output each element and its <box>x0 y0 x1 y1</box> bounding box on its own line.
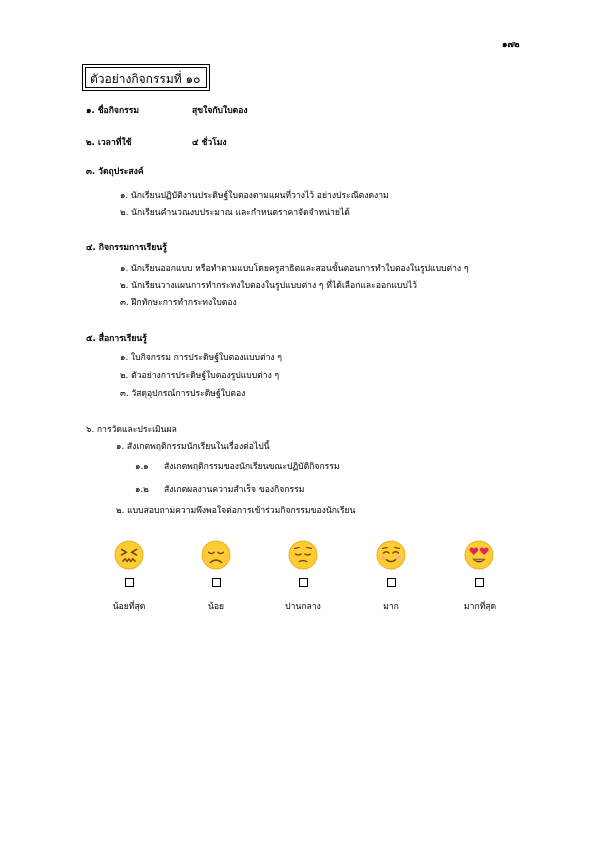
section-5-item: ๓. วัสดุอุปกรณ์การประดิษฐ์ใบตอง <box>120 389 246 399</box>
section-4-item: ๓. ฝึกทักษะการทำกระทงใบตอง <box>120 298 237 308</box>
section-4-item: ๑. นักเรียนออกแบบ หรือทำตามแบบโดยครูสาธิตและสอนขั้นตอนการทำใบตองในรูปแบบต่าง ๆ <box>120 264 469 274</box>
section-4-heading: ๔. กิจกรรมการเรียนรู้ <box>86 243 167 253</box>
rating-label: น้อย <box>207 602 225 612</box>
section-3-item: ๒. นักเรียนคำนวณงบประมาณ และกำหนดราคาจัดจำหน่ายได้ <box>120 208 350 218</box>
section-1-label: ๑. ชื่อกิจกรรม <box>86 106 140 116</box>
rating-checkbox[interactable] <box>125 578 134 587</box>
pensive-face-icon <box>288 540 318 570</box>
rating-label: มาก <box>383 602 399 612</box>
heart-eyes-face-icon <box>464 540 494 570</box>
section-2-label: ๒. เวลาที่ใช้ <box>86 138 132 148</box>
section-6-sub1-num: ๑.๑ <box>135 462 149 472</box>
section-6-sub1-num: ๑.๒ <box>135 485 149 495</box>
rating-label: มากที่สุด <box>463 602 497 612</box>
rating-checkbox[interactable] <box>387 578 396 587</box>
section-3-heading: ๓. วัตถุประสงค์ <box>86 167 144 177</box>
section-2-value: ๔ ชั่วโมง <box>192 138 227 148</box>
section-6-sub2: ๒. แบบสอบถามความพึงพอใจต่อการเข้าร่วมกิจกรรมของนักเรียน <box>116 506 356 516</box>
activity-title: ตัวอย่างกิจกรรมที่ ๑๐ <box>90 72 201 86</box>
section-5-heading: ๕. สื่อการเรียนรู้ <box>86 334 147 344</box>
section-6-sub1-text: สังเกตผลงานความสำเร็จ ของกิจกรรม <box>164 485 305 495</box>
disappointed-face-icon <box>201 540 231 570</box>
rating-checkbox[interactable] <box>299 578 308 587</box>
section-5-item: ๒. ตัวอย่างการประดิษฐ์ใบตองรูปแบบต่าง ๆ <box>120 371 280 381</box>
section-5-item: ๑. ใบกิจกรรม การประดิษฐ์ใบตองแบบต่าง ๆ <box>120 353 282 363</box>
rating-checkbox[interactable] <box>475 578 484 587</box>
rating-label: น้อยที่สุด <box>112 602 146 612</box>
section-1-value: สุขใจกับใบตอง <box>192 106 248 116</box>
rating-label: ปานกลาง <box>285 602 321 612</box>
smiling-face-icon <box>376 540 406 570</box>
confounded-face-icon <box>114 540 144 570</box>
section-4-item: ๒. นักเรียนวางแผนการทำกระทงใบตองในรูปแบบต่าง ๆ ที่ได้เลือกและออกแบบไว้ <box>120 281 417 291</box>
page-number: ๑๗๒ <box>502 40 520 50</box>
section-6-sub1-text: สังเกตพฤติกรรมของนักเรียนขณะปฏิบัติกิจกรรม <box>164 462 340 472</box>
section-3-item: ๑. นักเรียนปฏิบัติงานประดิษฐ์ใบตองตามแผนที่วางไว้ อย่างประณีตงดงาม <box>120 191 389 201</box>
section-6-sub1: ๑. สังเกตพฤติกรรมนักเรียนในเรื่องต่อไปนี้ <box>116 442 270 452</box>
section-6-heading: ๖. การวัดและประเมินผล <box>86 425 177 435</box>
rating-checkbox[interactable] <box>212 578 221 587</box>
